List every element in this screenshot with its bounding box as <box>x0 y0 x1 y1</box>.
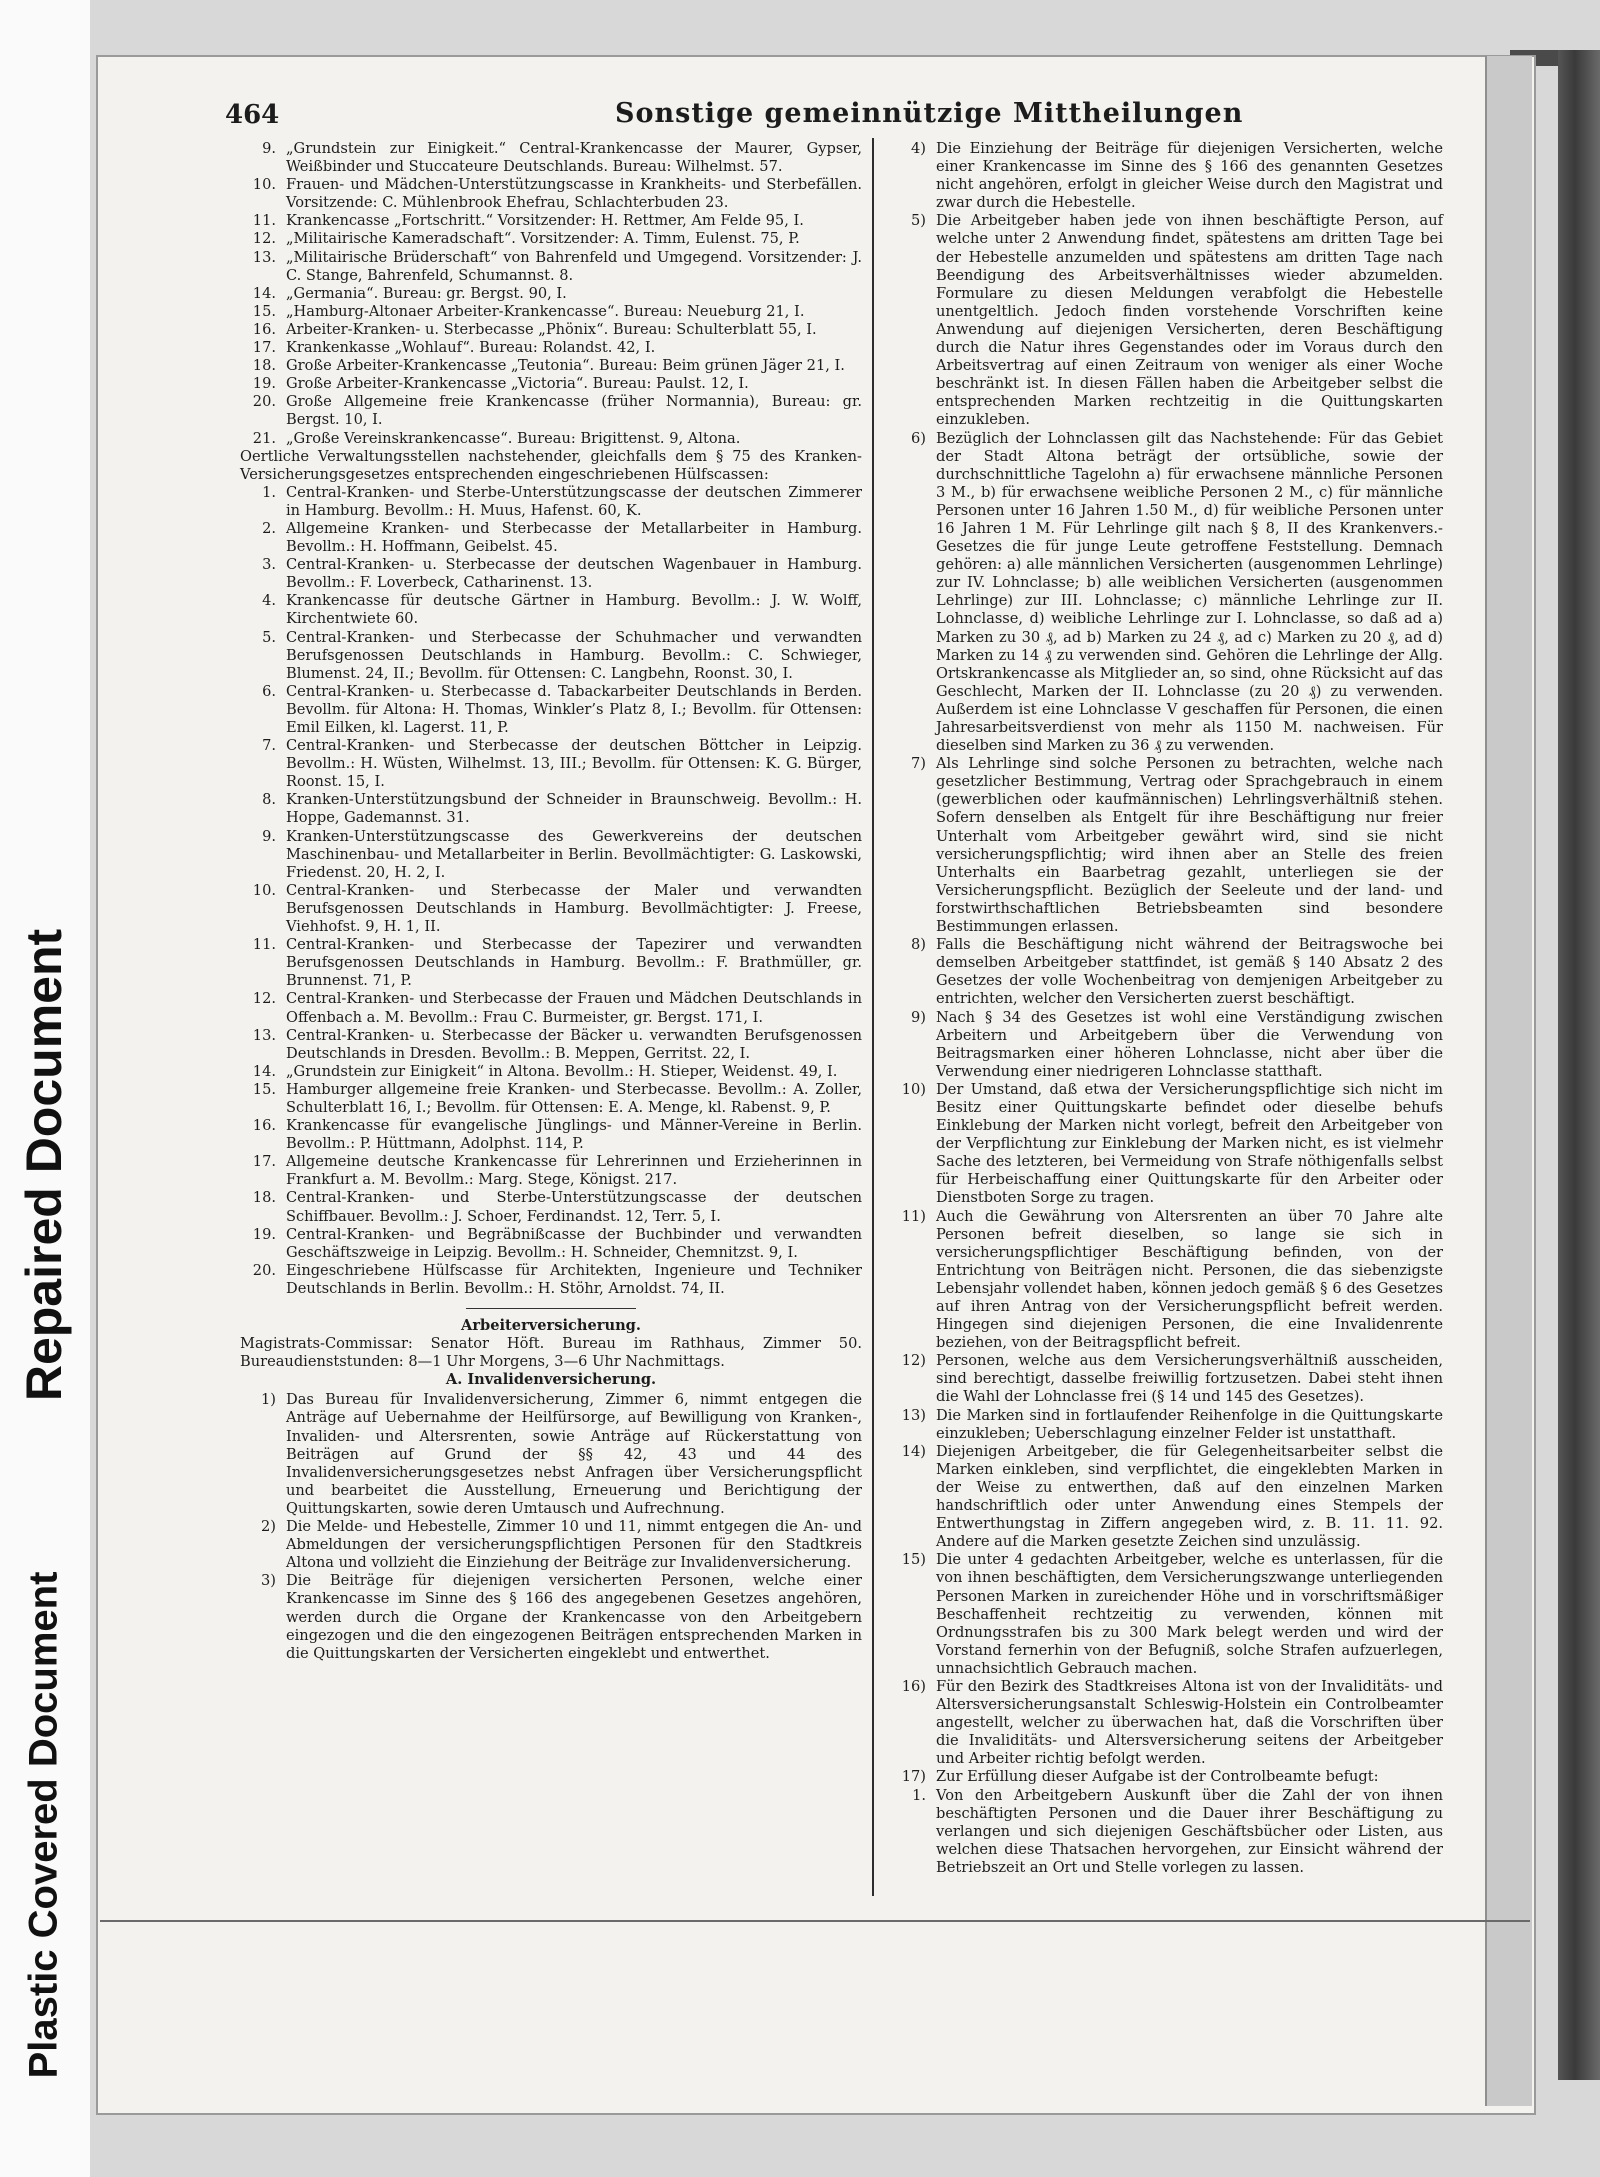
page-bottom-edge <box>100 1920 1530 1922</box>
list-item-text: Krankencasse für evangelische Jünglings- und Männer-Vereine in Berlin. Bevollm.: P. Hüttmann, Adolphst. 114, P. <box>286 1117 862 1153</box>
list-item-text: „Militairische Brüderschaft“ von Bahrenfeld und Umgegend. Vorsitzender: J. C. Stange, Bahrenfeld, Schumannst. 8. <box>286 248 862 284</box>
list-item <box>890 430 1443 756</box>
list-item-number: 16. <box>252 1117 276 1135</box>
list-item-number: 4. <box>262 592 276 610</box>
list-item <box>240 140 862 176</box>
list-item-text: Krankenkasse „Wohlauf“. Bureau: Rolandst. 42, I. <box>286 339 656 357</box>
list-item-number: 11. <box>252 936 276 954</box>
list-item-number: 17. <box>252 339 276 357</box>
list-item-number: 3) <box>261 1572 276 1590</box>
list-item <box>240 990 862 1026</box>
list-item-text: Central-Kranken- u. Sterbecasse der Bäcker u. verwandten Berufsgenossen Deutschlands in Dresden. Bevollm.: B. Meppen, Gerritst. 22, I. <box>286 1026 862 1062</box>
subsection-title: A. Invalidenversicherung. <box>445 1371 657 1389</box>
list-item <box>240 176 862 212</box>
list-item-text: Die Beiträge für diejenigen versicherten Personen, welche einer Krankencasse im Sinne des § 166 des angegebenen Gesetzes angehören, werden durch die Organe der Krankencasse von den Arbeitgebern eingezogen und die den eingezogenen Beiträgen entsprechenden Marken in die Quittungskarten der Versicherten eingeklebt und entwerthet. <box>286 1572 862 1662</box>
list-item-text: Frauen- und Mädchen-Unterstützungscasse in Krankheits- und Sterbefällen. Vorsitzende: C. Mühlenbrook Ehefrau, Schlachterbuden 23. <box>286 176 862 212</box>
list-item-text: „Germania“. Bureau: gr. Bergst. 90, I. <box>286 284 567 302</box>
list-item <box>240 1081 862 1117</box>
list-item-text: Allgemeine deutsche Krankencasse für Lehrerinnen und Erzieherinnen in Frankfurt a. M. Bevollm.: Marg. Stege, Königst. 217. <box>286 1153 862 1189</box>
regulations-list <box>890 140 1443 1877</box>
list-item-number: 5) <box>911 212 926 230</box>
page-header <box>225 100 1445 140</box>
list-item-number: 9. <box>262 140 276 157</box>
list-item-number: 12) <box>901 1352 926 1370</box>
list-item-text: Central-Kranken- u. Sterbecasse d. Tabackarbeiter Deutschlands in Berden. Bevollm. für Altona: H. Thomas, Winkler’s Platz 8, I.; Bevollm. für Ottensen: Emil Eilken, kl. Lagerst. 11, P. <box>286 682 862 736</box>
list-item <box>240 828 862 882</box>
list-item-number: 1. <box>912 1786 926 1804</box>
list-item-text: Von den Arbeitgebern Auskunft über die Zahl der von ihnen beschäftigten Personen und die Dauer ihrer Beschäftigung zu verlangen und sich diejenigen Geschäftsbücher oder Listen, aus welchen diese Thatsachen hervorgehen, zur Einsicht während der Betriebszeit an Ort und Stelle vorlegen zu lassen. <box>936 1786 1443 1876</box>
page-right-margin-strip <box>1485 56 1532 2106</box>
list-item-number: 11. <box>252 212 276 230</box>
list-item <box>240 321 862 339</box>
list-item-text: Das Bureau für Invalidenversicherung, Zimmer 6, nimmt entgegen die Anträge auf Uebernahme der Heilfürsorge, auf Bewilligung von Kranken-, Invaliden- und Altersrenten, sowie Anträge auf Rückerstattung von Beiträgen auf Grund der §§ 42, 43 und 44 des Invalidenversicherungsgesetzes nebst Anfragen über Versicherungspflicht und bearbeitet die Ausstellung, Erneuerung und Berichtigung der Quittungskarten, sowie deren Umtausch und Aufrechnung. <box>286 1391 862 1517</box>
list-item-text: Central-Kranken- und Sterbe-Unterstützungscasse der deutschen Schiffbauer. Bevollm.: J. Schoer, Ferdinandst. 12, Terr. 5, I. <box>286 1189 862 1225</box>
list-item-text: Zur Erfüllung dieser Aufgabe ist der Controlbeamte befugt: <box>936 1768 1379 1786</box>
list-item-number: 3. <box>262 556 276 574</box>
list-item-number: 14. <box>252 1062 276 1080</box>
list-item-number: 10. <box>252 881 276 899</box>
list-item-number: 5. <box>262 628 276 646</box>
section-title: Arbeiterversicherung. <box>461 1317 641 1334</box>
list-item-text: Arbeiter-Kranken- u. Sterbecasse „Phönix“. Bureau: Schulterblatt 55, I. <box>286 320 817 338</box>
list-item-number: 12. <box>252 230 276 248</box>
list-item-text: Krankencasse „Fortschritt.“ Vorsitzender: H. Rettmer, Am Felde 95, I. <box>286 212 804 230</box>
section-separator <box>466 1308 636 1309</box>
list-item <box>240 230 862 248</box>
list-item <box>240 303 862 321</box>
list-item <box>240 1027 862 1063</box>
list-item-text: Central-Kranken- und Begräbnißcasse der Buchbinder und verwandten Geschäftszweige in Leipzig. Bevollm.: H. Schneider, Chemnitzst. 9, I. <box>286 1225 862 1261</box>
list-item-number: 6) <box>911 429 926 447</box>
list-item-text: Falls die Beschäftigung nicht während der Beitragswoche bei demselben Arbeitgeber stattfindet, ist gemäß § 140 Absatz 2 des Gesetzes der volle Wochenbeitrag von demjenigen Arbeitgeber zu entrichten, welcher den Versicherten zuerst beschäftigt. <box>936 936 1443 1008</box>
list-item-text: Allgemeine Kranken- und Sterbecasse der Metallarbeiter in Hamburg. Bevollm.: H. Hoffmann, Geibelst. 45. <box>286 519 862 556</box>
list-item-number: 19. <box>252 1225 276 1243</box>
list-item-text: Personen, welche aus dem Versicherungsverhältniß ausscheiden, sind berechtigt, dasselbe freiwillig fortzusetzen. Dabei steht ihnen die Wahl der Lohnclasse frei (§ 14 und 145 des Gesetzes). <box>936 1352 1443 1406</box>
list-item-text: Die Marken sind in fortlaufender Reihenfolge in die Quittungskarte einzukleben; Ueberschlagung einzelner Felder ist unstatthaft. <box>936 1406 1443 1442</box>
list-item <box>240 339 862 357</box>
list-item <box>240 1063 862 1081</box>
list-item <box>890 1768 1443 1786</box>
list-item-text: Große Arbeiter-Krankencasse „Victoria“. Bureau: Paulst. 12, I. <box>286 375 749 393</box>
list-item-number: 13) <box>901 1406 926 1424</box>
list-item-number: 11) <box>901 1207 926 1225</box>
list-item-number: 21. <box>252 429 276 447</box>
list-item <box>240 791 862 827</box>
list-item-text: Diejenigen Arbeitgeber, die für Gelegenheitsarbeiter selbst die Marken einkleben, sind verpflichtet, die eingeklebten Marken in der Weise zu entwerthen, daß auf den einzelnen Marken handschriftlich oder unter Anwendung eines Stempels der Entwerthungstag in Ziffern angegeben wird, z. B. 11. 11. 92. Andere auf die Marken gesetzte Zeichen sind unzulässig. <box>936 1442 1443 1551</box>
list-item <box>240 1117 862 1153</box>
list-item-text: Central-Kranken- und Sterbecasse der Frauen und Mädchen Deutschlands in Offenbach a. M. Bevollm.: Frau C. Burmeister, gr. Bergst. 171, I. <box>286 990 862 1026</box>
list-item <box>890 1678 1443 1768</box>
list-item <box>240 249 862 285</box>
list-item-text: Central-Kranken- und Sterbe-Unterstützungscasse der deutschen Zimmerer in Hamburg. Bevollm.: H. Muus, Hafenst. 60, K. <box>286 483 862 519</box>
list-item-number: 13. <box>252 1026 276 1044</box>
list-item <box>240 936 862 990</box>
list-item-text: Der Umstand, daß etwa der Versicherungspflichtige sich nicht im Besitz einer Quittungskarte befindet oder dieselbe behufs Einklebung der Marken nicht vorlegt, befreit den Arbeitgeber von der Verpflichtung zur Einklebung der Marken nicht, es ist vielmehr Sache des letzteren, bei Vermeidung von Strafe nöthigenfalls selbst für Herbeischaffung einer Quittungskarte für den Arbeiter oder Dienstboten Sorge zu tragen. <box>936 1080 1443 1207</box>
binding-edge <box>1558 50 1600 2080</box>
list-item-number: 10. <box>252 176 276 194</box>
list-item <box>240 629 862 683</box>
list-item <box>240 1572 862 1662</box>
list-item <box>890 1551 1443 1678</box>
list-item-text: Central-Kranken- u. Sterbecasse der deutschen Wagenbauer in Hamburg. Bevollm.: F. Loverbeck, Catharinenst. 13. <box>286 556 862 592</box>
list-item-text: Die unter 4 gedachten Arbeitgeber, welche es unterlassen, für die von ihnen beschäftigten, dem Versicherungszwange unterliegenden Personen Marken in zureichender Höhe und in vorschriftsmäßiger Beschaffenheit rechtzeitig zu verwenden, können mit Ordnungsstrafen bis zu 300 Mark belegt werden und wird der Vorstand fernerhin von der Befugniß, solche Strafen aufzuerlegen, unnachsichtlich Gebrauch machen. <box>936 1551 1443 1677</box>
list-item <box>240 1518 862 1572</box>
list-item-text: Große Arbeiter-Krankencasse „Teutonia“. Bureau: Beim grünen Jäger 21, I. <box>286 357 845 375</box>
list-item <box>890 1407 1443 1443</box>
list-item <box>890 1787 1443 1877</box>
list-item-text: „Hamburg-Altonaer Arbeiter-Krankencasse“. Bureau: Neueburg 21, I. <box>286 302 805 320</box>
list-item-text: Nach § 34 des Gesetzes ist wohl eine Verständigung zwischen Arbeitern und Arbeitgebern über die Verwendung von Beitragsmarken einer höheren Lohnclasse, nicht aber über die Verwendung einer niedrigeren Lohnclasse statthaft. <box>936 1008 1443 1080</box>
list-item-number: 10) <box>901 1080 926 1098</box>
repaired-document-label: Repaired Document <box>16 928 72 1402</box>
list-item-number: 15. <box>252 1080 276 1098</box>
list-item <box>890 1009 1443 1081</box>
list-item <box>240 520 862 556</box>
local-offices-list <box>240 484 862 1298</box>
list-item-text: Bezüglich der Lohnclassen gilt das Nachstehende: Für das Gebiet der Stadt Altona beträgt der ortsübliche, sowie der durchschnittliche Tagelohn a) für erwachsene männliche Personen 3 M., b) für erwachsene weibliche Personen 2 M., c) für männliche Personen unter 16 Jahren 1.50 M., d) für weibliche Personen unter 16 Jahren 1 M. Für Lehrlinge gilt nach § 8, II des Krankenvers.-Gesetzes die für junge Leute getroffene Feststellung. Demnach gehören: a) alle männlichen Versicherten (ausgenommen Lehrlinge) zur IV. Lohnclasse; b) alle weiblichen Versicherten (ausgenommen Lehrlinge) zur III. Lohnclasse; c) männliche Lehrlinge zur II. Lohnclasse, d) weibliche Lehrlinge zur I. Lohnclasse, so daß ad a) Marken zu 30 ₰, ad b) Marken zu 24 ₰, ad c) Marken zu 20 ₰, ad d) Marken zu 14 ₰ zu verwenden sind. Gehören die Lehrlinge der Allg. Ortskrankencasse als Mitglieder an, so sind, ohne Rücksicht auf das Geschlecht, Marken der II. Lohnclasse (zu 20 ₰) zu verwenden. Außerdem ist eine Lohnclasse V geschaffen für Personen, die einen Jahresarbeitsverdienst von mehr als 1150 M. nachweisen. Für dieselben sind Marken zu 36 ₰ zu verwenden. <box>936 429 1443 755</box>
list-item-text: Die Arbeitgeber haben jede von ihnen beschäftigte Person, auf welche unter 2 Anwendung findet, spätestens am dritten Tage bei der Hebestelle anzumelden und spätestens am dritten Tage nach Beendigung des Arbeitsverhältnisses wieder abzumelden. Formulare zu diesen Meldungen verabfolgt die Hebestelle unentgeltlich. Jedoch finden vorstehende Vorschriften keine Anwendung auf diejenigen Versicherten, deren Beschäftigung durch die Natur ihres Gegenstandes oder im Voraus durch den Arbeitsvertrag auf einen Zeitraum von weniger als einer Woche beschränkt ist. In diesen Fällen haben die Arbeitgeber selbst die entsprechenden Marken rechtzeitig in die Quittungskarten einzukleben. <box>936 212 1443 429</box>
list-item-number: 14. <box>252 284 276 302</box>
local-offices-intro: Oertliche Verwaltungsstellen nachstehender, gleichfalls dem § 75 des Kranken-Versicherungsgesetzes entsprechenden eingeschriebenen Hülfscassen: <box>240 447 862 483</box>
list-item-text: Hamburger allgemeine freie Kranken- und Sterbecasse. Bevollm.: A. Zoller, Schulterblatt 16, I.; Bevollm. für Ottensen: E. A. Menge, kl. Rabenst. 9, P. <box>286 1080 862 1116</box>
list-item <box>240 1189 862 1225</box>
list-item-number: 17. <box>252 1153 276 1171</box>
list-item-number: 15. <box>252 302 276 320</box>
list-item <box>240 1153 862 1189</box>
list-item <box>240 430 862 448</box>
list-item-text: Eingeschriebene Hülfscasse für Architekten, Ingenieure und Techniker Deutschlands in Berlin. Bevollm.: H. Stöhr, Arnoldst. 74, II. <box>286 1261 862 1297</box>
list-item <box>240 212 862 230</box>
list-item-number: 15) <box>901 1551 926 1569</box>
list-item-number: 4) <box>911 140 926 157</box>
list-item <box>240 1226 862 1262</box>
list-item-text: Kranken-Unterstützungsbund der Schneider in Braunschweig. Bevollm.: H. Hoppe, Gademannst. 31. <box>286 791 862 827</box>
list-item-text: Central-Kranken- und Sterbecasse der Schuhmacher und verwandten Berufsgenossen Deutschlands in Hamburg. Bevollm.: C. Schwieger, Blumenst. 24, II.; Bevollm. für Ottensen: C. Langbehn, Roonst. 30, I. <box>286 628 862 682</box>
list-item-text: Central-Kranken- und Sterbecasse der deutschen Böttcher in Leipzig. Bevollm.: H. Wüsten, Wilhelmst. 13, III.; Bevollm. für Ottensen: K. G. Bürger, Roonst. 15, I. <box>286 737 862 791</box>
list-item-number: 16. <box>252 320 276 338</box>
list-item-text: Central-Kranken- und Sterbecasse der Tapezirer und verwandten Berufsgenossen Deutschlands in Hamburg. Bevollm.: F. Brathmüller, gr. Brunnenst. 71, P. <box>286 936 862 990</box>
list-item-number: 6. <box>262 682 276 700</box>
list-item-text: Kranken-Unterstützungscasse des Gewerkvereins der deutschen Maschinenbau- und Metallarbeiter in Berlin. Bevollmächtigter: G. Laskowski, Friedenst. 20, H. 2, I. <box>286 827 862 881</box>
running-title: Sonstige gemeinnützige Mittheilungen <box>615 98 1244 129</box>
krankencassen-list <box>240 140 862 448</box>
list-item-number: 17) <box>901 1768 926 1786</box>
list-item <box>240 393 862 429</box>
right-column <box>890 140 1443 1877</box>
list-item <box>890 936 1443 1008</box>
list-item-number: 19. <box>252 375 276 393</box>
page-number: 464 <box>225 100 280 130</box>
list-item <box>240 737 862 791</box>
list-item-number: 1) <box>261 1391 276 1409</box>
list-item <box>240 375 862 393</box>
list-item-number: 16) <box>901 1677 926 1695</box>
list-item <box>890 755 1443 936</box>
list-item-number: 7. <box>262 737 276 755</box>
list-item-text: Als Lehrlinge sind solche Personen zu betrachten, welche nach gesetzlicher Bestimmung, Vertrag oder Sprachgebrauch in einem (gewerblichen oder kaufmännischen) Lehrlingsverhältniß stehen. Sofern denselben als Entgelt für ihre Beschäftigung nur freier Unterhalt vom Arbeitgeber gewährt wird, sind sie nicht versicherungspflichtig; wird ihnen aber an Stelle des freien Unterhalts ein Baarbetrag gezahlt, unterliegen sie der Versicherungspflicht. Bezüglich der Seeleute und der land- und forstwirthschaftlichen Betriebsbeamten sind besondere Bestimmungen erlassen. <box>936 755 1443 936</box>
list-item <box>890 1081 1443 1208</box>
list-item-text: Central-Kranken- und Sterbecasse der Maler und verwandten Berufsgenossen Deutschlands in Hamburg. Bevollmächtigter: J. Freese, Viehhofst. 9, H. 1, II. <box>286 881 862 936</box>
list-item-number: 20. <box>252 1261 276 1279</box>
list-item <box>240 484 862 520</box>
list-item <box>240 357 862 375</box>
list-item <box>890 212 1443 429</box>
magistrat-info: Magistrats-Commissar: Senator Höft. Bureau im Rathhaus, Zimmer 50. Bureaudienststunden: 8—1 Uhr Morgens, 3—6 Uhr Nachmittags. <box>240 1335 862 1371</box>
list-item-number: 9) <box>911 1008 926 1026</box>
list-item-number: 18. <box>252 357 276 375</box>
list-item <box>240 882 862 936</box>
list-item <box>890 1443 1443 1552</box>
list-item-text: Die Melde- und Hebestelle, Zimmer 10 und 11, nimmt entgegen die An- und Abmeldungen der versicherungspflichtigen Personen für den Stadtkreis Altona und vollzieht die Einziehung der Beiträge zur Invalidenversicherung. <box>286 1518 862 1572</box>
list-item <box>240 285 862 303</box>
list-item <box>240 556 862 592</box>
list-item-text: „Grundstein zur Einigkeit.“ Central-Krankencasse der Maurer, Gypser, Weißbinder und Stuccateure Deutschlands. Bureau: Wilhelmst. 57. <box>286 140 862 176</box>
list-item-text: „Grundstein zur Einigkeit“ in Altona. Bevollm.: H. Stieper, Weidenst. 49, I. <box>286 1062 838 1080</box>
list-item-number: 18. <box>252 1189 276 1207</box>
list-item-text: Krankencasse für deutsche Gärtner in Hamburg. Bevollm.: J. W. Wolff, Kirchentwiete 60. <box>286 592 862 628</box>
list-item-number: 8. <box>262 791 276 809</box>
list-item <box>890 1208 1443 1353</box>
list-item <box>240 592 862 628</box>
list-item <box>890 1352 1443 1406</box>
list-item-number: 2. <box>262 519 276 537</box>
list-item-text: „Militairische Kameradschaft“. Vorsitzender: A. Timm, Eulenst. 75, P. <box>286 230 800 248</box>
list-item <box>240 683 862 737</box>
list-item <box>240 1262 862 1298</box>
list-item-number: 12. <box>252 990 276 1008</box>
list-item <box>890 140 1443 212</box>
list-item-text: „Große Vereinskrankencasse“. Bureau: Brigittenst. 9, Altona. <box>286 429 741 447</box>
list-item-text: Die Einziehung der Beiträge für diejenigen Versicherten, welche einer Krankencasse im Sinne des § 166 des genannten Gesetzes nicht angehören, erfolgt in gleicher Weise durch den Magistrat und zwar durch die Hebestelle. <box>936 140 1443 212</box>
list-item-number: 20. <box>252 393 276 411</box>
list-item-number: 9. <box>262 827 276 845</box>
list-item-number: 7) <box>911 755 926 773</box>
invalid-insurance-list <box>240 1391 862 1662</box>
list-item-number: 14) <box>901 1442 926 1460</box>
list-item-number: 1. <box>262 483 276 501</box>
list-item-text: Auch die Gewährung von Altersrenten an über 70 Jahre alte Personen befreit dieselben, so lange sie sich in versicherungspflichtiger Beschäftigung befinden, von der Entrichtung von Beiträgen nicht. Personen, die das siebenzigste Lebensjahr vollendet haben, können jedoch gemäß § 6 des Gesetzes auf ihren Antrag von der Versicherungspflicht befreit werden. Hingegen sind diejenigen Personen, die eine Invalidenrente beziehen, von der Beitragspflicht befreit. <box>936 1207 1443 1352</box>
list-item-number: 8) <box>911 936 926 954</box>
column-divider <box>872 138 874 1896</box>
list-item-text: Für den Bezirk des Stadtkreises Altona ist von der Invaliditäts- und Altersversicherungsanstalt Schleswig-Holstein ein Controlbeamter angestellt, welcher zu überwachen hat, daß die Vorschriften über die Invaliditäts- und Altersversicherung seitens der Arbeitgeber und Arbeiter richtig befolgt werden. <box>936 1677 1443 1768</box>
list-item-number: 13. <box>252 248 276 266</box>
list-item-text: Große Allgemeine freie Krankencasse (früher Normannia), Bureau: gr. Bergst. 10, I. <box>286 393 862 429</box>
list-item <box>240 1391 862 1518</box>
left-column <box>240 140 862 1663</box>
side-label-panel <box>0 0 90 2177</box>
plastic-covered-label: Plastic Covered Document <box>21 1571 66 2079</box>
list-item-number: 2) <box>261 1518 276 1536</box>
